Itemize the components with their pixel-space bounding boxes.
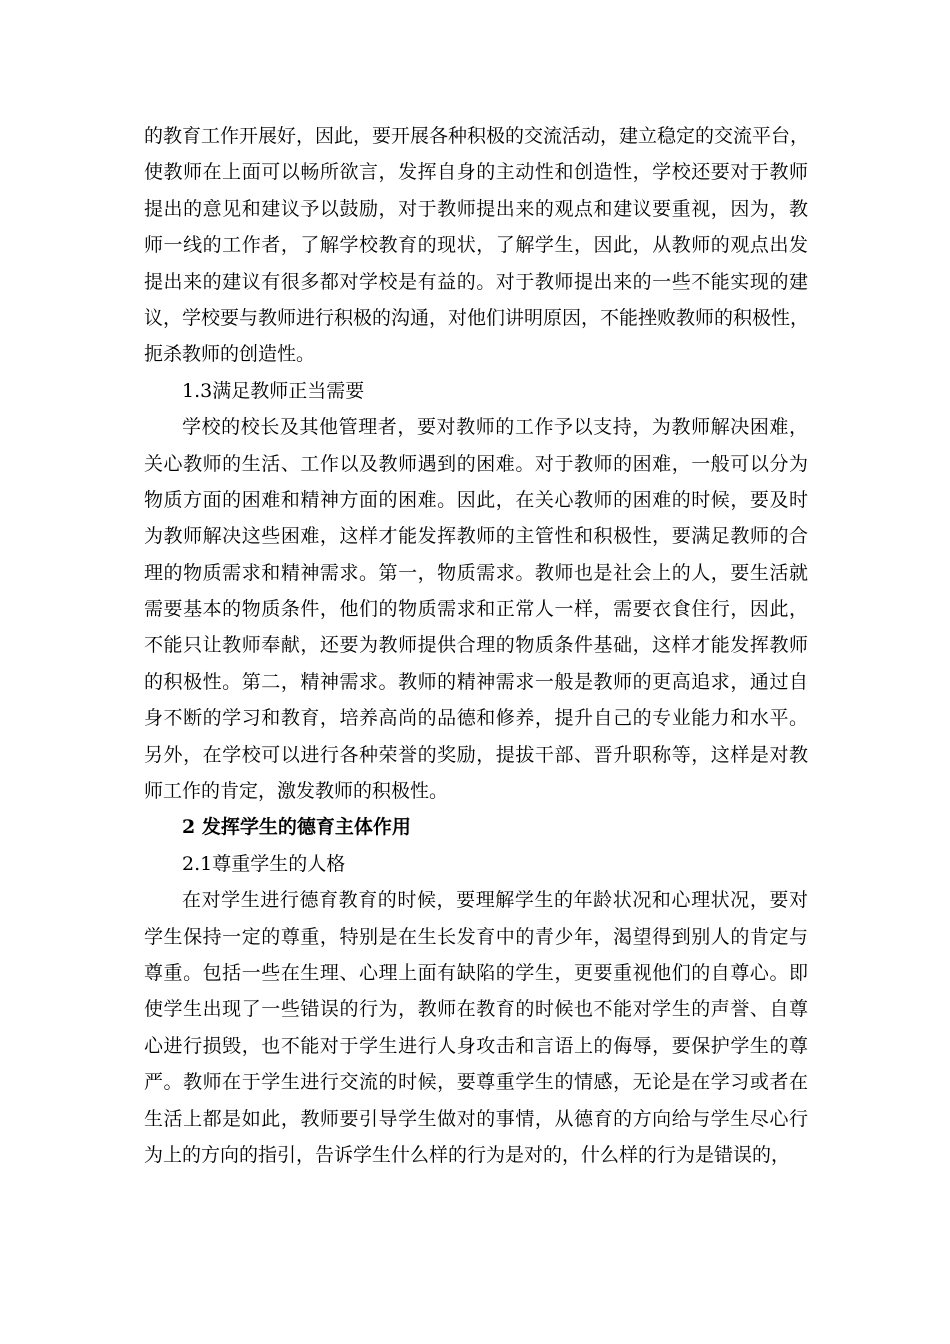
- text-line: 严。教师在于学生进行交流的时候，要尊重学生的情感，无论是在学习或者在: [144, 1071, 808, 1094]
- text-line: 使学生出现了一些错误的行为，教师在教育的时候也不能对学生的声誉、自尊: [144, 998, 808, 1021]
- text-line: 师工作的肯定，激发教师的积极性。: [144, 780, 449, 803]
- text-line: 身不断的学习和教育，培养高尚的品德和修养，提升自己的专业能力和水平。: [144, 707, 808, 730]
- text-line: 生活上都是如此，教师要引导学生做对的事情，从德育的方向给与学生尽心行: [144, 1107, 808, 1130]
- text-line: 理的物质需求和精神需求。第一，物质需求。教师也是社会上的人，要生活就: [144, 561, 808, 584]
- text-line: 提出来的建议有很多都对学校是有益的。对于教师提出来的一些不能实现的建: [144, 270, 808, 293]
- text-line: 需要基本的物质条件，他们的物质需求和正常人一样，需要衣食住行，因此，: [144, 598, 808, 621]
- text-line: 物质方面的困难和精神方面的困难。因此，在关心教师的困难的时候，要及时: [144, 488, 808, 511]
- text-line: 关心教师的生活、工作以及教师遇到的困难。对于教师的困难，一般可以分为: [144, 452, 808, 475]
- subsection-heading: 2.1尊重学生的人格: [182, 852, 346, 875]
- text-line: 议，学校要与教师进行积极的沟通，对他们讲明原因，不能挫败教师的积极性，: [144, 306, 810, 329]
- text-line: 学校的校长及其他管理者，要对教师的工作予以支持，为教师解决困难，: [182, 416, 808, 439]
- text-line: 不能只让教师奉献，还要为教师提供合理的物质条件基础，这样才能发挥教师: [144, 634, 808, 657]
- text-line: 在对学生进行德育教育的时候，要理解学生的年龄状况和心理状况，要对: [182, 889, 808, 912]
- text-line: 另外，在学校可以进行各种荣誉的奖励，提拔干部、晋升职称等，这样是对教: [144, 743, 808, 766]
- text-line: 的积极性。第二，精神需求。教师的精神需求一般是教师的更高追求，通过自: [144, 670, 808, 693]
- section-heading: 2 发挥学生的德育主体作用: [182, 816, 411, 839]
- paragraph: [144, 118, 808, 373]
- text-line: 为教师解决这些困难，这样才能发挥教师的主管性和积极性，要满足教师的合: [144, 525, 808, 548]
- text-line: 师一线的工作者，了解学校教育的现状，了解学生，因此，从教师的观点出发: [144, 234, 808, 257]
- text-line: 为上的方向的指引，告诉学生什么样的行为是对的，什么样的行为是错误的，: [144, 1143, 791, 1166]
- paragraph: [144, 882, 808, 1173]
- text-line: 的教育工作开展好，因此，要开展各种积极的交流活动，建立稳定的交流平台，: [144, 125, 810, 147]
- paragraph: [144, 409, 808, 809]
- text-line: 使教师在上面可以畅所欲言，发挥自身的主动性和创造性，学校还要对于教师: [144, 161, 808, 184]
- text-line: 提出的意见和建议予以鼓励，对于教师提出来的观点和建议要重视，因为，教: [144, 197, 808, 220]
- text-line: 心进行损毁，也不能对于学生进行人身攻击和言语上的侮辱，要保护学生的尊: [144, 1034, 808, 1057]
- document-body: [144, 118, 808, 1173]
- text-line: 学生保持一定的尊重，特别是在生长发育中的青少年，渴望得到别人的肯定与: [144, 925, 808, 948]
- text-line: 尊重。包括一些在生理、心理上面有缺陷的学生，更要重视他们的自尊心。即: [144, 961, 808, 984]
- text-line: 扼杀教师的创造性。: [144, 343, 316, 366]
- subsection-heading: 1.3满足教师正当需要: [182, 379, 365, 402]
